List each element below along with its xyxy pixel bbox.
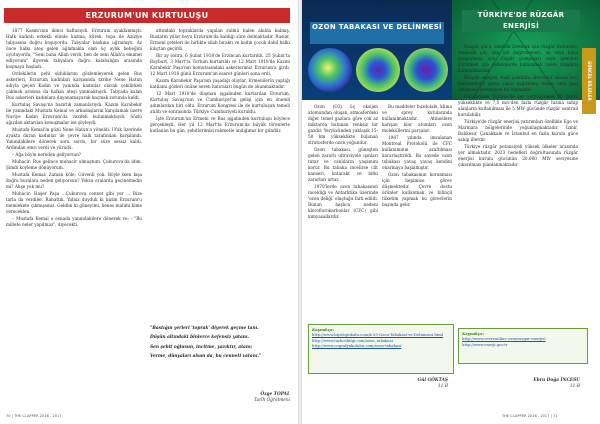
author-class: 11-B — [437, 384, 448, 389]
paragraph: Ordekilerin pehl olduklarını gözlemleyerek gelen Rus askerleri, Erzurum kadınları karşısında tarihe Nene Hatun adıyla geçen Kadın ve yanında kadınlar olarak çekilirken çakmak arasına da halkın ateşi yanmaktaydı. Tabyada kalan Rus askerleri kadınlara dayanamayarak kaçmak zorunda kaldı. — [6, 71, 142, 100]
paragraph: Günümüzde Türkiye'de yer yeryüzünden 50 metre yükseklikte ve 7,5 m/s'den fazla rüzgâr hızına sahip alanların kullanılması ile 5 MW gücünde rüzgâr santrali kurulabilir. — [458, 94, 578, 117]
article-banner-ozone: OZON TABAKASI VE DELİNMESİ — [310, 22, 444, 44]
paragraph: Ozon tabakası, güneşten gelen zararlı ultraviyole ışınları tutar ve canlıların yaşamını korur. Bu tabaka incelirse cilt kanseri, katarakt ve bitki zararları artar. — [308, 147, 378, 182]
author-title: Tarih Öğretmeni — [253, 398, 290, 403]
paragraph: 12 Mart 1918'de düşman işgalinden kurtarılan Erzurum, Kurtuluş Savaşı'nın ve Cumhuriyet'in gelişi için en önemli adımlardan biri oldu. Erzurum Kongresi ile de kurtuluşun temeli atıldı ve sonrasında Türkiye Cumhuriyeti kuruldu. — [150, 91, 290, 114]
paragraph: attındaki topraklarda yapılan zulmü halen akılda kalmış, Rusların yıllar boyu Erzurum'da kaldığı süre dolmaktadır. Ruslar, Ermeni çeteleri ile birlikte silah bıraktı ve kadın çocuk dahil halkı kılıçtan geçirdi. — [150, 28, 290, 51]
wind-author-block — [458, 378, 580, 390]
ozone-column-2 — [382, 104, 452, 318]
article-banner-wind: TÜRKİYE'DE RÜZGÂR ENERJİSİ — [462, 10, 580, 32]
article-column-2 — [150, 28, 290, 254]
paragraph: Muhacir: Haşer Paşa ...Çukurova cennet gibi yer ... Bize tarla da verdiler. Rahattık. Yalnız duyduk ki bizim Erzurum'u memlekete çıkmışsınız. Geldim ki güneyimi, kenes malimi kime vereceklen. — [6, 191, 142, 214]
side-tab-label: GÜNCEL BİLGİLER — [582, 48, 596, 114]
poem-line: Verme, dünyaları alsan da, bu cenneti vatanı." — [150, 354, 262, 360]
page-footer-left: 70 | THE CLAPPER 2016 - 2017 — [6, 414, 62, 418]
paragraph: – Ağa böyle nereden geliyorsun? — [12, 152, 82, 157]
ozone-author-block — [308, 378, 448, 390]
article-banner-erzurum: ERZURUM'UN KURTULUŞU — [4, 8, 290, 23]
author-name: Özge TOPAL — [260, 392, 290, 397]
paragraph: Türkiye rüzgâr potansiyeli yüksek ülkeler arasında yer almaktadır. 2023 hedefleri doğrultusunda rüzgâr enerjisi kurulu gücünün 20.000 MW seviyesine çıkarılması planlanmaktadır. — [458, 144, 578, 167]
reference-link[interactable]: http://www.cografyakulubu.com/ozon-tabakasi — [312, 343, 402, 349]
paragraph: Muhacir: Rus gelince muhacir olmuştum. Çukurova'da idim. Şimdi koyleme dönüyorum. — [6, 159, 142, 170]
references-title: Kaynakça: — [312, 327, 334, 332]
paragraph: 1987 yılında imzalanan Montreal Protokolü ile CFC kullanımının azaltılması kararlaştırıldı. Bu sayede ozon tabakası yavaş yavaş kendini onarmaya başlamıştır. — [382, 135, 452, 170]
paragraph: Bir ay sonra, 6 Şubat 1918'de Erzincan kurtarıldı, 25 Şubat'ta Bayburt, 3 Mart'ta Tortum kurtarıldı ve 12 Mart 1918'de Kazım Karabekir Paşa'nın komutasındaki askerlerimiz Erzurum'a girdi. 12 Mart 1918 günü Erzurum'un esaret günleri sona erdi. — [150, 53, 290, 76]
paragraph: Ozon (O3) üç oksijen atomundan oluşan, atmosferdeki diğer temel gazlara göre çok az miktarda bulunan renksiz bir gazdır. Yeryüzünden yaklaşık 15-50 km yükseklikte bulunan stratosferde ozon yoğundur. — [308, 104, 378, 145]
paragraph: Ozon tabakasının korunması için hepimize görev düşmektedir. Çevre dostu ürünler kullanmak ve bilinçli tüketim yapmak bu görevlerin başında gelir. — [382, 172, 452, 207]
wind-column — [458, 44, 578, 290]
paragraph: – Mustafa Kemal o esnada yanındakilere dönerek ve; - "Bu millete neler yapılmaz", diyecekti. — [6, 216, 142, 227]
paragraph: Türkiye'de rüzgâr enerjisi yatırımları özellikle Ege ve Marmara bölgelerinde yoğunlaşmaktadır. İzmir, Balıkesir, Çanakkale ve İstanbul en fazla kurulu güce sahip illerdir. — [458, 119, 578, 142]
reference-link[interactable]: http://www.biyolojiokulu.com/k-53-Ozon-Tabakasi-ve-Delinmesi.html — [312, 332, 444, 338]
paragraph: Rüzgâr gücü, elektrik üretmek için rüzgâr türbinleri, mekanik güç için yel değirmenleri, su veya hava pompalama için rüzgâr pompaları veya gemileri yürütmek için yelkenlerde kullanmak üzere rüzgârın kullanılmasıdır. — [458, 44, 578, 73]
paragraph: Kurtuluş Savaşı'na hazırlık zamanlarıydı. Kazım Karabekir ile yanındaki Mustafa Kemal ve arkadaşlarını karşılamak üzere Nuriye Kadın Erzurum'da vazifeli bulunmaktaydı. Sözlü ağızdan aktarılan konuşmalar ise şöyleydi: — [6, 102, 142, 125]
paragraph: Mustafa Kemal'in gözü Nene Hatun'a yöneldi. Ufuk üzerinde ayakta duran kadınlar ile çevre halk tarafından karşılandı. Yanındakilere dönerek soru sordu, bir süre sessiz kaldı. Ardından emri verdi ve yürüdü. — [6, 127, 142, 150]
reference-link[interactable]: http://www.cevreonline.com/ruzgar-enerjisi — [462, 336, 546, 342]
paragraph: Rüzgâr enerjisi, fosil yakıtlara alternatif olarak bol, yenilenebilir, geniş çapta dağıtılmış, temiz, sera gazı emisyonu üretmeyen bir kaynaktır. — [458, 75, 578, 92]
poem-line: "Bastığın yerleri 'toprak' diyerek geçme tanı. — [150, 326, 259, 331]
poem-line: Düşün altındaki binlerce kefensiz yatanı. — [150, 335, 250, 341]
right-page — [302, 0, 600, 424]
paragraph: 1877 Kasım'ının ikinci haftasıydı. Erzurum ayaklanmıştı. Halk kadınlı erkekli elinde kazma, kürek, topa ile Aziziye tabyasına doğru koşuyordu. Tabyalar baskına uğramıştı. Az önce halkı ateş gelen ağlamakla olan üç aylık bebeğini uyutuyordu, "Seni bana Allah verdi, ben de seni Allah'a emanet ediyorum" diyerek tabyalara doğru kalabalığın arasında koşmaya başladı. — [6, 28, 142, 69]
author-name: Gül GÖKTAŞ — [417, 378, 448, 383]
poem-quote — [150, 326, 290, 364]
ozone-references — [308, 324, 454, 374]
paragraph: 1970'lerde ozon tabakasının inceldiği ve Antarktika üzerinde 'ozon deliği' oluştuğu fark edildi. Bunun başlıca nedeni kloroflorokarbonlar (CFC) gibi kimyasallardır. — [308, 184, 378, 219]
paragraph: Kazım Karabekir Paşa'nın yaşadığı olaylar, Ermenilerin yaptığı katliamı gözleri önüne seren hatıraları bugün de okunmaktadır. — [150, 78, 290, 89]
poem-line: Sen şehit oğlusun, incitme, yazıktır, atanı; — [150, 344, 253, 350]
reference-link[interactable]: http://www.turkcebilgi.com/ozon_tabakasi — [312, 337, 393, 343]
page-footer-right: THE CLAPPER 2016 - 2017 | 71 — [502, 414, 558, 418]
ozone-column-1 — [308, 104, 378, 318]
author-block — [150, 392, 290, 404]
references-title: Kaynakça: — [462, 331, 484, 336]
wind-references — [458, 328, 588, 364]
author-name: Ebru Doğa İNCESU — [533, 378, 580, 383]
paragraph: Bu maddeler buzdolabı, klima ve sprey kutularında kullanılmaktadır. Atmosfere karışan klor atomları ozon moleküllerini parçalar. — [382, 104, 452, 133]
paragraph: İşte Erzurum'un Ermeni ve Rus işgalinden kurtuluşu böylece gerçekleşti. Her yıl 12 Mart'ta Erzurum'da büyük törenlerle kutlanan bu gün, şehitlerimizi rahmetle andığımız bir gündür. — [150, 116, 290, 133]
paragraph: Mustafa Kemal: Zaman köle; Güvenli yok. Böyle iken kışa doğru buralara neden geliyorsun? Yoksa oralarda geçinemedin mi? Ahşe yok mu? — [6, 172, 142, 189]
article-column-1 — [6, 28, 142, 408]
reference-link[interactable]: http://www.enerji.gov.tr — [462, 341, 508, 347]
left-page — [0, 0, 298, 424]
author-class: 11-B — [569, 384, 580, 389]
